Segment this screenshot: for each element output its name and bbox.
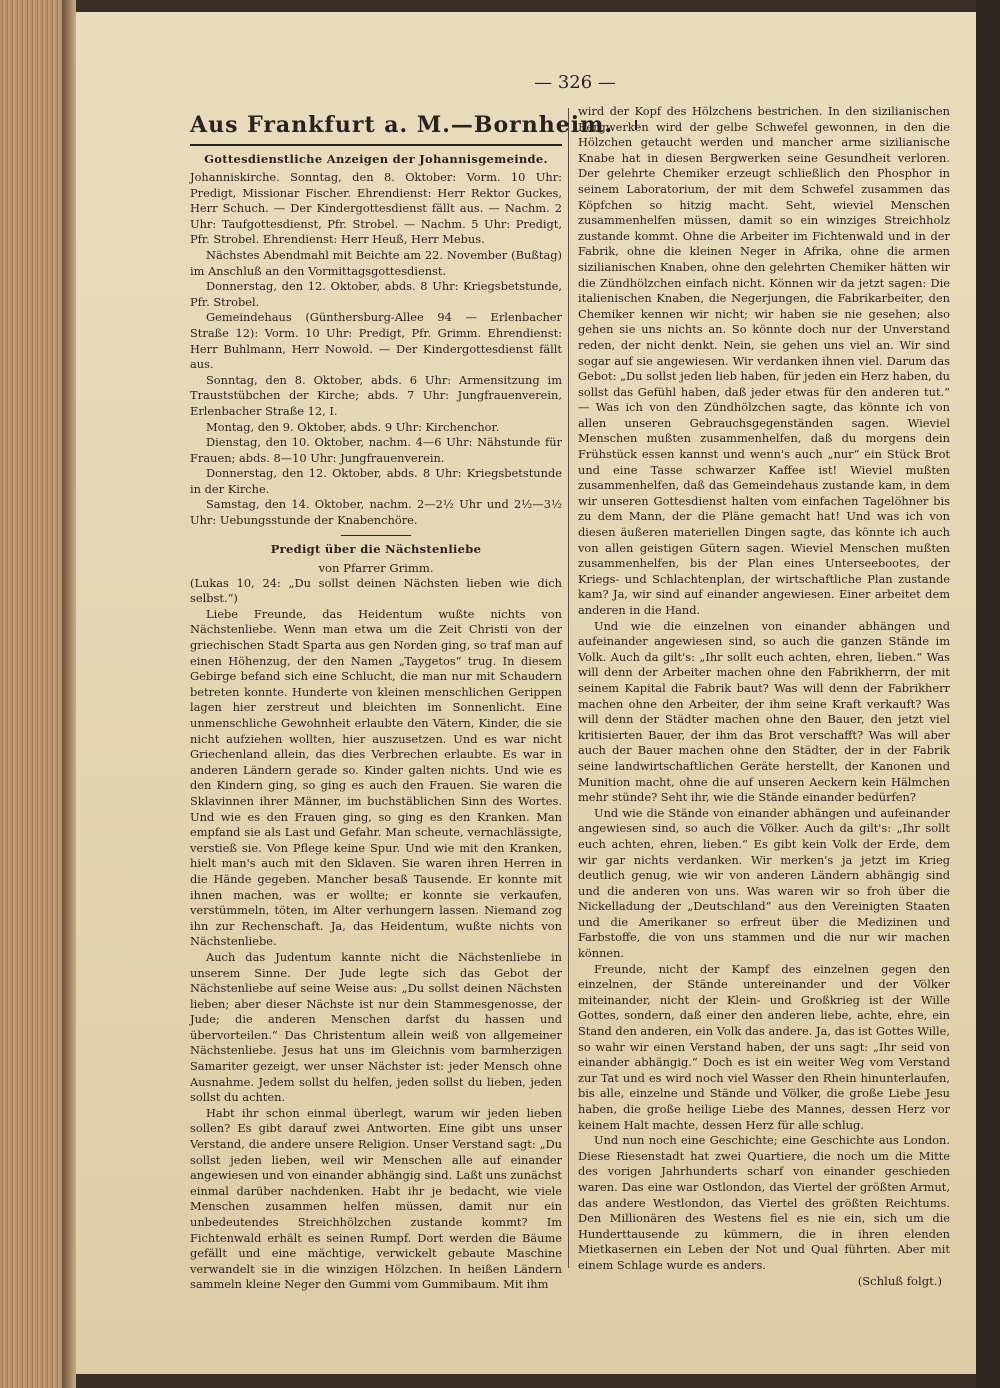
announcement: Gemeindehaus (Günthersburg-Allee 94 — Erlenbacher Straße 12): Vorm. 10 Uhr: Predigt, Pfr. Grimm. Ehrendienst: Herr Buhlmann, Herr Nowold. — Der Kindergottesdienst fällt aus. [190,310,562,372]
announcement: Dienstag, den 10. Oktober, nachm. 4—6 Uhr: Nähstunde für Frauen; abds. 8—10 Uhr: Jungfrauenverein. [190,435,562,465]
title-rule [190,144,562,146]
sermon-paragraph: Habt ihr schon einmal überlegt, warum wir jeden lieben sollen? Es gibt darauf zwei Antworten. Eine gibt uns unser Verstand, die andere unsere Religion. Unser Verstand sagt: „Du sollst jeden lieben, weil wir Menschen alle auf einander angewiesen und von einander abhängig sind. Laßt uns zunächst einmal darüber nachdenken. Habt ihr je bedacht, wie viele Menschen zusammen helfen müssen, damit nur ein unbedeutendes Streichhölzchen zustande kommt? Im Fichtenwald erhält es seinen Rumpf. Dort werden die Bäume gefällt und eine mächtige, verwickelt gebaute Maschine verwandelt sie in die winzigen Hölzchen. In heißen Ländern sammeln kleine Neger den Gummi vom Gummibaum. Mit ihm [190,1105,562,1292]
sermon-paragraph: Und wie die einzelnen von einander abhängen und aufeinander angewiesen sind, so auch die ganzen Stände im Volk. Auch da gilt's: „Ihr sollt euch achten, ehren, lieben.“ Was will denn der Arbeiter machen ohne den Fabrikherrn, der mit seinem Kapital die Fabrik baut? Was will denn der Fabrikherr machen ohne den Arbeiter, der ihm seine Kraft verkauft? Was will denn der Städter machen ohne den Bauer, den jetzt viel kritisierten Bauer, der ihm das Brot verschafft? Was will aber auch der Bauer machen ohne den Städter, der in der Fabrik seine landwirtschaftlichen Geräte herstellt, der Kanonen und Munition macht, ohne die auf unseren Aeckern kein Hälmchen mehr stünde? Seht ihr, wie die Stände einander bedürfen? [578,618,950,805]
announcement: Montag, den 9. Oktober, abds. 9 Uhr: Kirchenchor. [206,419,500,434]
announcement: Donnerstag, den 12. Oktober, abds. 8 Uhr: Kriegsbetstunde in der Kirche. [190,466,562,496]
sermon-paragraph: Auch das Judentum kannte nicht die Nächstenliebe in unserem Sinne. Der Jude legte sich das Gebot der Nächstenliebe auf seine Weise aus: „Du sollst deinen Nächsten lieben; aber dieser Nächste ist nur dein Stammesgenosse, der Jude; die anderen Menschen darfst du hassen und übervorteilen.“ Das Christentum allein weiß von allgemeiner Nächstenliebe. Jesus hat uns im Gleichnis vom barmherzigen Samariter gezeigt, wer unser Nächster ist: jeder Mensch ohne Ausnahme. Jedem sollst du helfen, jeden sollst du lieben, jeden sollst du achten. [190,949,562,1105]
sermon-paragraph: Liebe Freunde, das Heidentum wußte nichts von Nächstenliebe. Wenn man etwa um die Zeit Christi von der griechischen Stadt Sparta aus gen Norden ging, so traf man auf einen Höhenzug, der den Namen „Taygetos“ trug. In diesem Gebirge befand sich eine Schlucht, die man nur mit Schaudern betreten konnte. Hunderte von kleinen menschlichen Gerippen lagen hier zerstreut und bleichten im Sonnenlicht. Eine unmenschliche Gewohnheit erlaubte den Vätern, Kinder, die sie nicht aufziehen wollten, hier auszusetzen. Und es war nicht Griechenland allein, das dies Verbrechen erlaubte. Es war in anderen Ländern gerade so. Kinder galten nichts. Und wie es den Kindern ging, so ging es auch den Frauen. Sie waren die Sklavinnen ihrer Männer, im buchstäblichen Sinn des Wortes. Und wie es den Frauen ging, so ging es den Kranken. Man empfand sie als Last und Gefahr. Man scheute, vernachlässigte, verstieß sie. Von Pflege keine Spur. Und wie mit den Kranken, hielt man's auch mit den Sklaven. Sie waren ihren Herren in die Hände gegeben. Mancher besaß Tausende. Er konnte mit ihnen machen, was er wollte; er konnte sie verkaufen, verstümmeln, töten, im Alter verhungern lassen. Niemand zog ihn zur Rechenschaft. Ja, das Heidentum, wußte nichts von Nächstenliebe. [190,606,562,949]
announcement: Sonntag, den 8. Oktober, abds. 6 Uhr: Armensitzung im Trauststübchen der Kirche; abds. 7 Uhr: Jungfrauenverein, Erlenbacher Straße 12, I. [190,372,562,418]
continuation-note: (Schluß folgt.) [857,1273,942,1288]
section-title [190,112,614,138]
book-gutter [62,0,76,1388]
sermon-paragraph: Freunde, nicht der Kampf des einzelnen gegen den einzelnen, der Stände untereinander und der Völker miteinander, nicht der Klein- und Großkrieg ist der Wille Gottes, sondern, daß einer den anderen liebe, achte, ehre, ein Stand den anderen, ein Volk das andere. Ja, das ist Gottes Wille, so wahr wir einen Verstand haben, der uns sagt: „Ihr seid von einander abhängig.“ Doch es ist ein weiter Weg vom Verstand zur Tat und es wird noch viel Wasser den Rhein hinunterlaufen, bis alle, einzelne und Stände und Völker, die große Liebe Jesu haben, die große heilige Liebe des Mannes, dessen Herz vor keinem Halt machte, dessen Herz für alle schlug. [578,961,950,1132]
left-column [190,108,614,1293]
column-rule [568,108,569,1268]
sermon-verse: (Lukas 10, 24: „Du sollst deinen Nächsten lieben wie dich selbst.“) [190,575,562,606]
sermon-paragraph: Und wie die Stände von einander abhängen und aufeinander angewiesen sind, so auch die Völker. Auch da gilt's: „Ihr sollt euch achten, ehren, lieben.“ Es gibt kein Volk der Erde, dem wir gar nichts verdanken. Wir merken's ja jetzt im Krieg deutlich genug, wie wir von anderen Ländern abhängig sind und die anderen von uns. Was waren wir so froh über die Nickelladung der „Deutschland“ aus den Vereinigten Staaten und die Amerikaner so erfreut über die Medizinen und Farbstoffe, die von uns stammen und die nur wir machen können. [578,805,950,961]
right-edge [976,0,1000,1388]
announcement: Donnerstag, den 12. Oktober, abds. 8 Uhr: Kriegsbetstunde, Pfr. Strobel. [190,279,562,309]
section-divider [341,535,411,536]
section-title-text: Aus Frankfurt a. M.—Bornheim. [190,112,614,138]
right-column [578,104,950,1288]
announcement: Nächstes Abendmahl mit Beichte am 22. November (Bußtag) im Anschluß an den Vormittagsgottesdienst. [190,247,562,278]
sermon-paragraph: wird der Kopf des Hölzchens bestrichen. In den sizilianischen Bergwerken wird der gelbe Schwefel gewonnen, in den die Hölzchen getaucht werden und mancher arme sizilianische Knabe hat in diesen Bergwerken seine Gesundheit verloren. Der gelehrte Chemiker erzeugt schließlich den Phosphor in seinem Laboratorium, der mit dem Schwefel zusammen das Köpfchen so hitzig macht. Seht, wieviel Menschen zusammenhelfen müssen, damit so ein winziges Streichholz zustande kommt. Ohne die Arbeiter im Fichtenwald und in der Fabrik, ohne die kleinen Neger in Afrika, ohne die armen sizilianischen Knaben, ohne den gelehrten Chemiker hätten wir die Zündhölzchen einfach nicht. Können wir da jetzt sagen: Die italienischen Knaben, die Negerjungen, die Fabrikarbeiter, den Chemiker kennen wir nicht; wir haben sie nie gesehen; also gehen sie uns nichts an. So könnte doch nur der Unverstand reden, der nicht denkt. Nein, sie gehen uns viel an. Wir sind sogar auf sie angewiesen. Wir verdanken ihnen viel. Darum das Gebot: „Du sollst jeden lieb haben, für jeden ein Herz haben, du sollst das Gefühl haben, daß jeder etwas für den anderen tut.“ — Was ich von den Zündhölzchen sagte, das könnte ich von allen unseren Gebrauchsgegenständen sagen. Wieviel Menschen mußten zusammenhelfen, daß du morgens dein Frühstück essen kannst und wenn's auch „nur“ ein Stück Brot und eine Tasse schwarzer Kaffee ist! Wieviel mußten zusammenhelfen, daß das Gemeindehaus zustande kam, in dem wir unseren Gottesdienst halten vom einfachen Tagelöhner bis zu dem Mann, der die Pläne gemacht hat! Und was ich von diesen äußeren materiellen Dingen sagte, das könnte ich auch von allen geistigen Gütern sagen. Wieviel Menschen mußten zusammenhelfen, bis der Plan eines Unterseebootes, der Kriegs- und Schlachtenplan, der wirtschaftliche Plan zustande kam? Ja, wir sind auf einander angewiesen. Einer arbeitet dem anderen in die Hand. [578,104,950,617]
sermon-title: Predigt über die Nächstenliebe [270,541,482,556]
book-edge [0,0,62,1388]
page-number: — 326 — [534,72,616,93]
sermon-author: von Pfarrer Grimm. [318,560,434,575]
sermon-paragraph: Und nun noch eine Geschichte; eine Geschichte aus London. Diese Riesenstadt hat zwei Quartiere, die noch um die Mitte des vorigen Jahrhunderts scharf von einander geschieden waren. Das eine war Ostlondon, das Viertel der größten Armut, das andere Westlondon, das Viertel des größten Reichtums. Den Millionären des Westens fiel es nie ein, sich um die Hunderttausende zu kümmern, die in ihren elenden Mietkasernen ein Leben der Not und Qual führten. Aber mit einem Schlage wurde es anders. [578,1133,950,1272]
announcement: Samstag, den 14. Oktober, nachm. 2—2½ Uhr und 2½—3½ Uhr: Uebungsstunde der Knabenchöre. [190,497,562,528]
announcement: Johanniskirche. Sonntag, den 8. Oktober: Vorm. 10 Uhr: Predigt, Missionar Fischer. Ehrendienst: Herr Rektor Guckes, Herr Schuch. — Der Kindergottesdienst fällt aus. — Nachm. 2 Uhr: Taufgottesdienst, Pfr. Strobel. — Nachm. 5 Uhr: Predigt, Pfr. Strobel. Ehrendienst: Herr Heuß, Herr Mebus. [190,170,562,247]
announcements-heading: Gottesdienstliche Anzeigen der Johannisgemeinde. [204,152,548,166]
